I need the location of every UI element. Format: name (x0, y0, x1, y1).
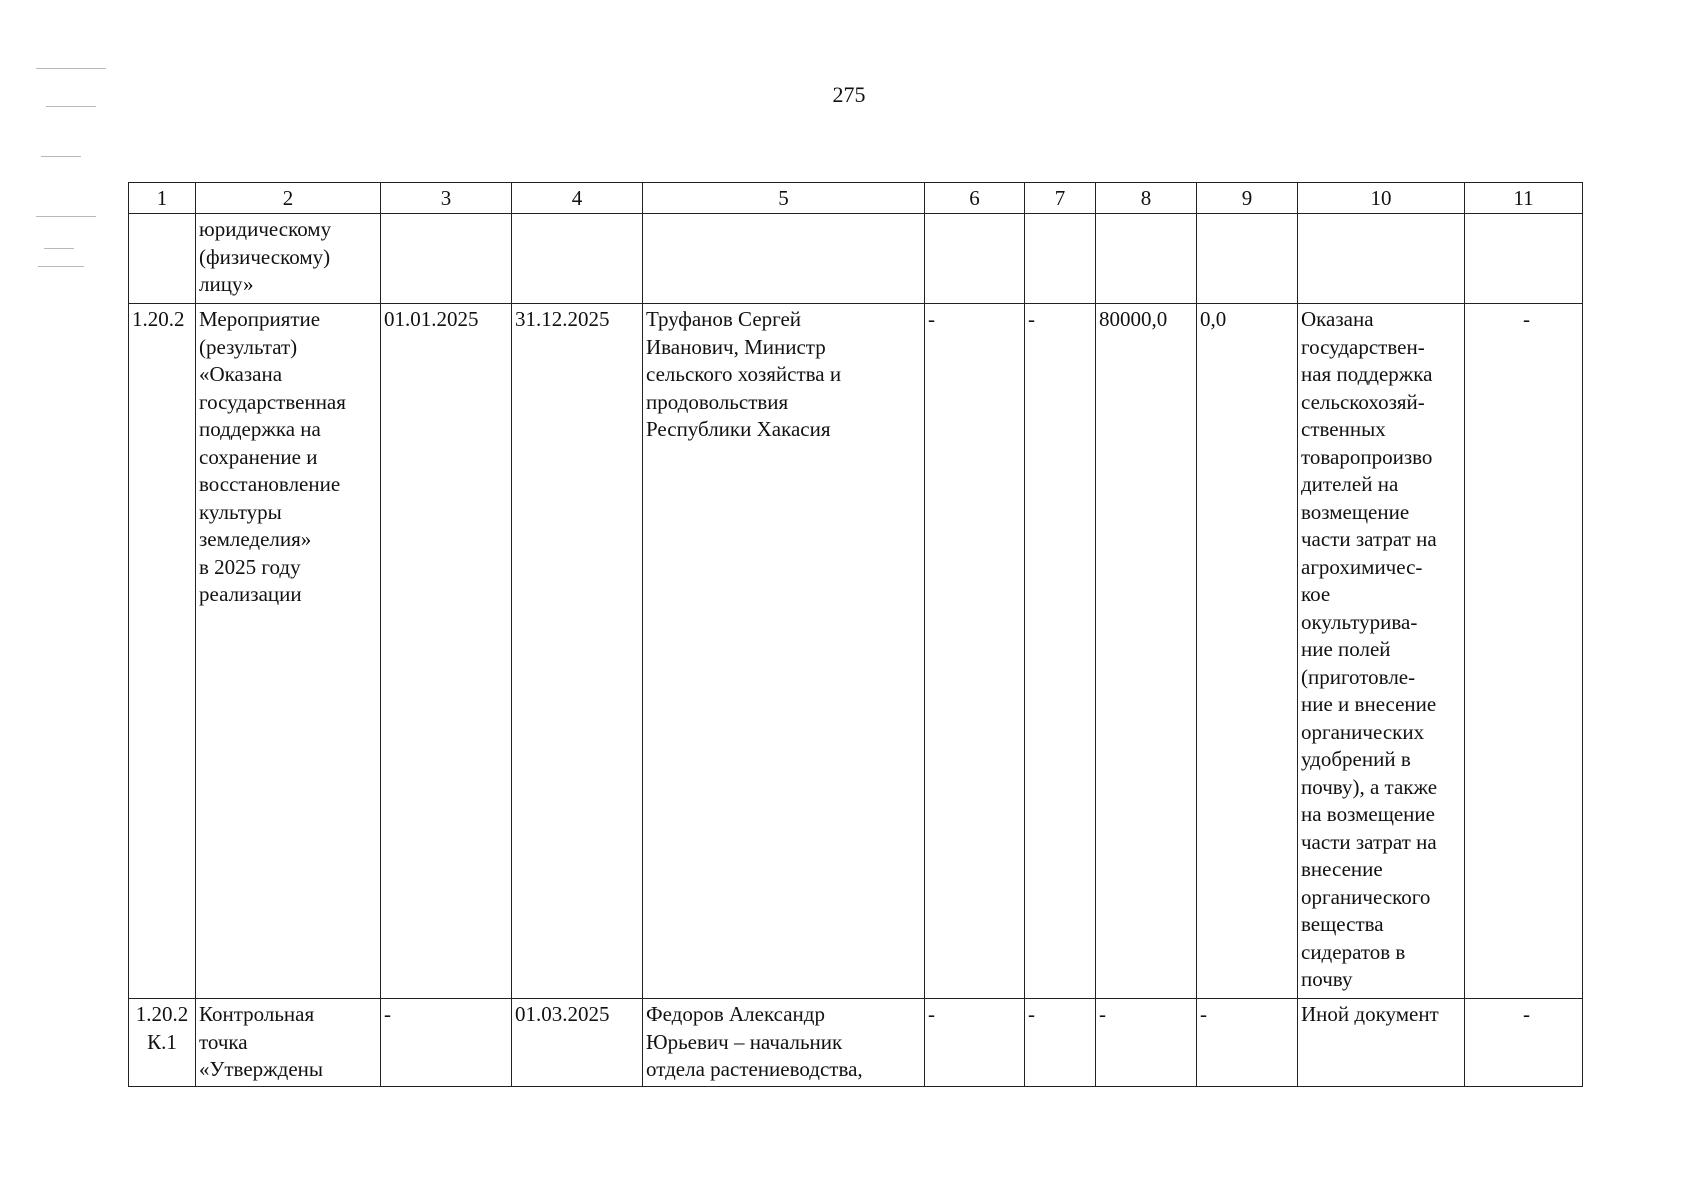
row-number-cell: 1.20.2 (129, 304, 196, 999)
table-cell (643, 214, 925, 304)
table-cell (1197, 214, 1298, 304)
amount-cell: 0,0 (1197, 304, 1298, 999)
end-date-cell: 31.12.2025 (512, 304, 643, 999)
table-cell: юридическому (физическому) лицу» (196, 214, 381, 304)
header-cell: 10 (1298, 183, 1465, 214)
table-cell: - (1465, 304, 1583, 999)
table-cell (1298, 214, 1465, 304)
header-cell: 6 (925, 183, 1025, 214)
table-cell: - (1025, 999, 1096, 1087)
table-cell (925, 214, 1025, 304)
header-cell: 5 (643, 183, 925, 214)
responsible-cell: Федоров Александр Юрьевич – начальник отдела растениеводства, (643, 999, 925, 1087)
table-cell: - (925, 304, 1025, 999)
header-cell: 9 (1197, 183, 1298, 214)
header-cell: 7 (1025, 183, 1096, 214)
amount-cell: - (1096, 999, 1197, 1087)
end-date-cell: 01.03.2025 (512, 999, 643, 1087)
table-header-row (129, 183, 1583, 214)
header-cell: 4 (512, 183, 643, 214)
table-row (129, 214, 1583, 304)
table-row (129, 999, 1583, 1087)
table-cell: - (1465, 999, 1583, 1087)
page-number: 275 (832, 82, 866, 107)
header-cell: 2 (196, 183, 381, 214)
table-cell (381, 214, 512, 304)
header-cell: 3 (381, 183, 512, 214)
data-table (128, 182, 1583, 1087)
table-cell (512, 214, 643, 304)
measure-name-cell: Контрольная точка «Утверждены (196, 999, 381, 1087)
table-cell: - (925, 999, 1025, 1087)
start-date-cell: 01.01.2025 (381, 304, 512, 999)
table-cell (1096, 214, 1197, 304)
responsible-cell: Труфанов Сергей Иванович, Министр сельского хозяйства и продовольствия Республики Хакасия (643, 304, 925, 999)
table-cell (129, 214, 196, 304)
table-row (129, 304, 1583, 999)
row-number-cell: 1.20.2 К.1 (129, 999, 196, 1087)
header-cell: 11 (1465, 183, 1583, 214)
table-cell (1025, 214, 1096, 304)
table-cell (1465, 214, 1583, 304)
result-description-cell: Оказана государствен- ная поддержка сельскохозяй- ственных товаропроизво дителей на возмещение части затрат на агрохимичес- кое окультурива- ние полей (приготовле- ние и внесение органических удобрений в почву), а также на возмещение части затрат на внесение органического вещества сидератов в почву (1298, 304, 1465, 999)
table-cell: - (1025, 304, 1096, 999)
amount-cell: 80000,0 (1096, 304, 1197, 999)
header-cell: 8 (1096, 183, 1197, 214)
start-date-cell: - (381, 999, 512, 1087)
header-cell: 1 (129, 183, 196, 214)
measure-name-cell: Мероприятие (результат) «Оказана государственная поддержка на сохранение и восстановление культуры земледелия» в 2025 году реализации (196, 304, 381, 999)
result-description-cell: Иной документ (1298, 999, 1465, 1087)
amount-cell: - (1197, 999, 1298, 1087)
